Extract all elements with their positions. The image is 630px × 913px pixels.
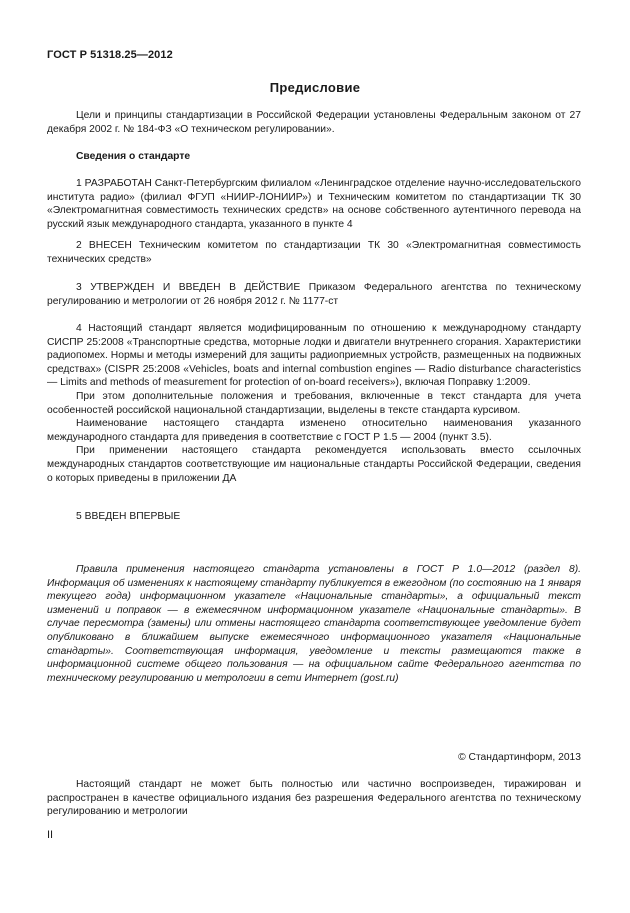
notice-paragraph: Правила применения настоящего стандарта установлены в ГОСТ Р 1.0—2012 (раздел 8). Информация об изменениях к настоящему стандарту публикуется в ежегодном (по состоянию на 1 января текущего года) информационном указателе «Национальные стандарты», а официальный текст изменений и поправок — в ежемесячном информационном указателе «Национальные стандарты». В случае пересмотра (замены) или отмены настоящего стандарта соответствующее уведомление будет опубликовано в ближайшем выпуске ежемесячного информационного указателя «Национальные стандарты». Соответствующая информация, уведомление и тексты размещаются также в информационной системе общего пользования — на официальном сайте Федерального агентства по техническому регулированию и метрологии в сети Интернет (gost.ru) xyxy=(47,564,581,684)
item-4-paragraph: Наименование настоящего стандарта изменено относительно наименования указанного международного стандарта для приведения в соответствие с ГОСТ Р 1.5 — 2004 (пункт 3.5). xyxy=(47,418,581,443)
item-2-paragraph: 2 ВНЕСЕН Техническим комитетом по стандартизации ТК 30 «Электромагнитная совместимость технических средств» xyxy=(47,240,581,265)
footer-block xyxy=(47,778,581,819)
item-2-block xyxy=(47,239,581,266)
footer-paragraph: Настоящий стандарт не может быть полностью или частично воспроизведен, тиражирован и распространен в качестве официального издания без разрешения Федерального агентства по техническому регулированию и метрологии xyxy=(47,779,581,818)
item-1-block xyxy=(47,177,581,231)
page-title: Предисловие xyxy=(269,80,361,95)
about-heading: Сведения о стандарте xyxy=(76,151,191,162)
item-1-paragraph: 1 РАЗРАБОТАН Санкт-Петербургским филиалом «Ленинградское отделение научно-исследовательского института радио» (филиал ФГУП «НИИР-ЛОНИИР») и Техническим комитетом по стандартизации ТК 30 «Электромагнитная совместимость технических средств» на основе собственного аутентичного перевода на русский язык международного стандарта, указанного в пункте 4 xyxy=(47,178,581,230)
document-code-header: ГОСТ Р 51318.25—2012 xyxy=(47,49,173,61)
item-3-block xyxy=(47,281,581,308)
item-5-paragraph: 5 ВВЕДЕН ВПЕРВЫЕ xyxy=(76,511,181,522)
item-4-paragraph: При этом дополнительные положения и требования, включенные в текст стандарта для учета особенностей российской национальной стандартизации, выделены в тексте стандарта курсивом. xyxy=(47,390,581,416)
item-4-paragraph: При применении настоящего стандарта рекомендуется использовать вместо ссылочных международных стандартов соответствующие им национальные стандарты Российской Федерации, сведения о которых приведены в приложении ДА xyxy=(47,445,581,484)
item-4-block xyxy=(47,322,581,485)
intro-block xyxy=(47,109,581,136)
intro-paragraph: Цели и принципы стандартизации в Российской Федерации установлены Федеральным законом от 27 декабря 2002 г. № 184-ФЗ «О техническом регулировании». xyxy=(47,110,581,135)
item-3-paragraph: 3 УТВЕРЖДЕН И ВВЕДЕН В ДЕЙСТВИЕ Приказом Федерального агентства по техническому регулированию и метрологии от 26 ноября 2012 г. № 1177-ст xyxy=(47,282,581,307)
page-number: II xyxy=(47,829,54,841)
notice-block xyxy=(47,563,581,685)
copyright-line: © Стандартинформ, 2013 xyxy=(458,752,581,763)
item-5-block xyxy=(47,510,581,524)
about-heading-block xyxy=(47,150,581,164)
item-4-paragraph: 4 Настоящий стандарт является модифицированным по отношению к международному стандарту СИСПР 25:2008 «Транспортные средства, моторные лодки и двигатели внутреннего сгорания. Характеристики радиопомех. Нормы и методы измерений для защиты радиоприемных устройств, размещенных на подвижных средствах» (CISPR 25:2008 «Vehicles, boats and internal combustion engines — Radio disturbance characteristics — Limits and methods of measurement for protection of on-board receivers»), включая Поправку 1:2009. xyxy=(47,323,581,389)
